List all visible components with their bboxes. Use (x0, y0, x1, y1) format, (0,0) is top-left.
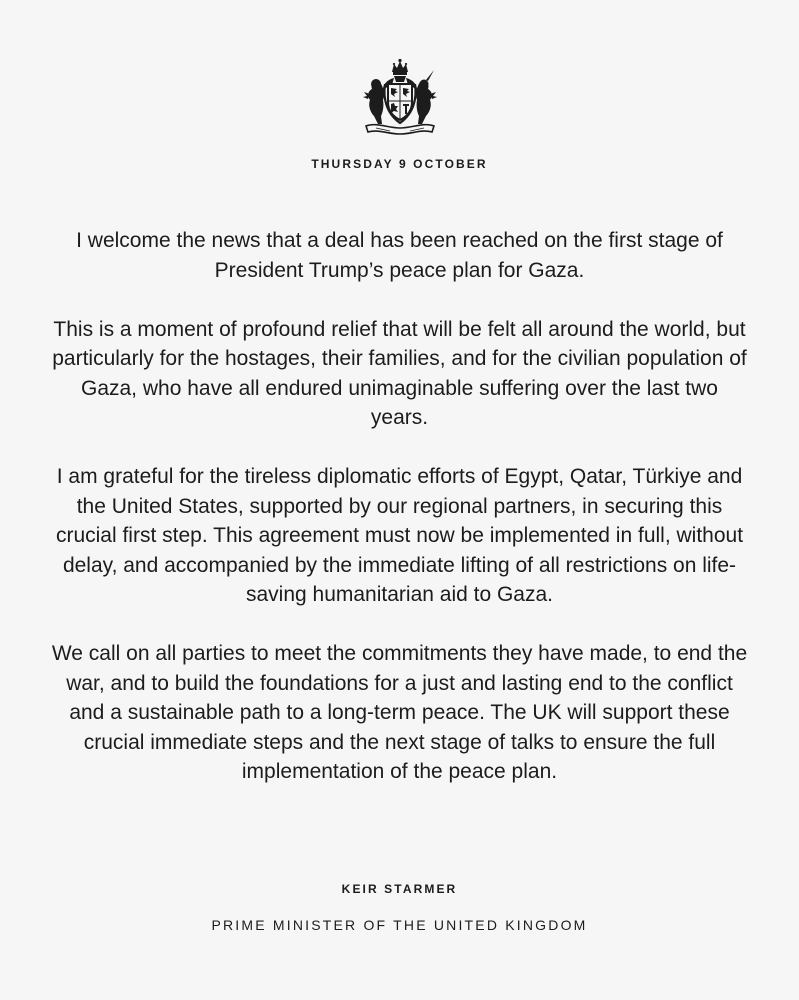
signatory-title: PRIME MINISTER OF THE UNITED KINGDOM (211, 917, 588, 933)
statement-paragraph: I welcome the news that a deal has been reached on the first stage of President Trump’s peace plan for Gaza. (76, 229, 723, 282)
statement-body (50, 226, 749, 816)
statement-date: THURSDAY 9 OCTOBER (311, 157, 488, 171)
statement-paragraph: I am grateful for the tireless diplomatic efforts of Egypt, Qatar, Türkiye and the United States, supported by our regional partners, in securing this crucial first step. This agreement must now be implemented in full, without delay, and accompanied by the immediate lifting of all restrictions on life-saving humanitarian aid to Gaza. (55, 465, 744, 606)
royal-coat-of-arms-icon (352, 58, 448, 138)
statement-paragraph: This is a moment of profound relief that will be felt all around the world, but particularly for the hostages, their families, and for the civilian population of Gaza, who have all endured unimaginable suffering over the last two years. (52, 317, 747, 429)
signatory-name: KEIR STARMER (341, 882, 458, 896)
statement-paragraph: We call on all parties to meet the commitments they have made, to end the war, and to build the foundations for a just and lasting end to the conflict and a sustainable path to a long-term peace. The UK will support these crucial immediate steps and the next stage of talks to ensure the full implementation of the peace plan. (51, 642, 748, 783)
